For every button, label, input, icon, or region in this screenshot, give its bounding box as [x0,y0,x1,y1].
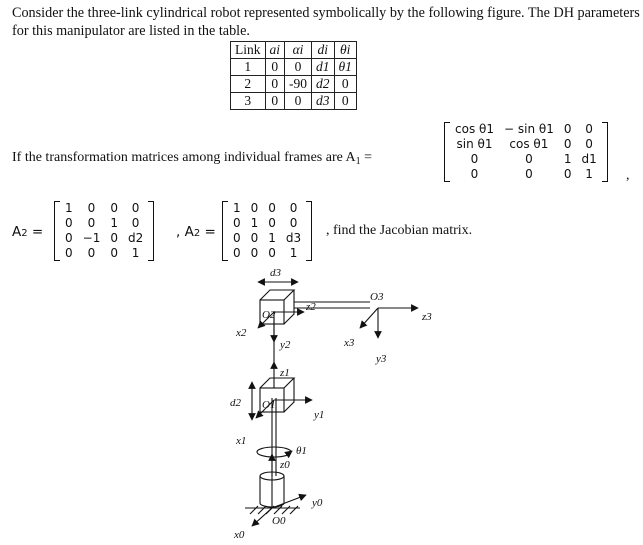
label-o0: O0 [272,515,286,527]
theta1-rotation [257,447,291,457]
matrix-cell: 0 [87,246,96,260]
a3-label: , A2 = [176,224,216,240]
a2-letter: A [12,224,22,240]
comma: , [626,168,630,183]
matrix-cell: 1 [233,201,241,215]
matrix-cell: 0 [268,216,276,230]
table-cell: d1 [312,59,335,76]
label-x1: x1 [236,435,247,447]
transform-sentence: If the transformation matrices among individual frames are $A_1$ = [12,150,373,167]
matrix-cell: 0 [87,201,96,215]
label-y1: y1 [314,409,325,421]
matrix-cell: − sin θ1 [503,122,554,136]
matrix-cell: 0 [110,201,118,215]
a2-subscript: 2 [21,228,28,239]
label-theta1: θ1 [296,445,307,457]
table-row [231,93,357,110]
matrix-cell: d1 [581,152,597,166]
matrix-cell: 1 [268,231,276,245]
table-cell: 0 [285,59,312,76]
matrix-cell: 0 [250,201,259,215]
matrix-cell: 1 [250,216,259,230]
matrix-cell: d2 [127,231,144,245]
matrix-cell: cos θ1 [509,137,549,151]
label-y0: y0 [312,497,323,509]
label-z3: z3 [422,311,432,323]
label-z0: z0 [280,459,290,471]
matrix-cell: 0 [563,137,572,151]
a2-label: A2 = [12,224,44,240]
table-cell: 0 [265,59,285,76]
table-cell: d2 [312,76,335,93]
matrix-a2 [54,201,154,261]
matrix-cell: 0 [250,246,259,260]
a3-letter: A [184,224,194,240]
matrix-a3 [222,201,312,261]
a1-subscript: 1 [355,156,361,167]
label-z1: z1 [280,367,290,379]
matrix-cell: 0 [525,152,533,166]
label-y3: y3 [376,353,387,365]
matrix-cell: 0 [131,216,140,230]
matrix-cell: 0 [65,231,73,245]
table-row [231,76,357,93]
label-o3: O3 [370,291,384,303]
matrix-cell: 0 [233,216,241,230]
table-header-theta: θi [334,42,356,59]
matrix-cell: −1 [82,231,101,245]
table-header-row [231,42,357,59]
matrix-cell: 0 [65,216,73,230]
label-d3: d3 [270,267,281,279]
matrix-cell: d3 [285,231,302,245]
matrix-cell: 0 [110,231,118,245]
table-cell: 0 [334,93,356,110]
matrix-cell: cos θ1 [455,122,494,136]
matrix-cell: 1 [289,246,298,260]
table-cell: 2 [231,76,266,93]
matrix-cell: 1 [585,167,593,181]
matrix-row [450,122,602,137]
matrix-row [228,216,306,231]
matrix-a1 [444,122,608,182]
matrix-cell: 0 [289,201,298,215]
a3-subscript: 2 [193,228,201,239]
jacobian-instruction: , find the Jacobian matrix. [326,223,473,238]
label-x0: x0 [234,529,245,541]
matrix-cell: 0 [525,167,533,181]
matrix-cell: 0 [585,137,593,151]
matrix-cell: 0 [563,167,572,181]
matrix-cell: 0 [268,246,276,260]
label-x2: x2 [236,327,247,339]
matrix-cell: 0 [268,201,276,215]
label-y2: y2 [280,339,291,351]
table-header-link: Link [231,42,266,59]
matrix-cell: 0 [233,246,241,260]
label-z2: z2 [306,301,316,313]
matrix-row [450,167,602,182]
table-cell: 1 [231,59,266,76]
label-o1: O1 [262,399,276,411]
problem-intro: Consider the three-link cylindrical robot represented symbolically by the following figure. The DH parameters for this manipulator are listed in the table. [12,5,640,39]
matrix-cell: 0 [65,246,73,260]
matrix-row [450,152,602,167]
matrix-cell: 0 [289,216,298,230]
table-cell: d3 [312,93,335,110]
table-cell: 0 [334,76,356,93]
cylindrical-robot-figure [200,258,450,543]
matrix-row [228,201,306,216]
label-o2: O2 [262,309,276,321]
matrix-cell: 0 [131,201,140,215]
table-header-d: di [312,42,335,59]
matrix-cell: 0 [110,246,118,260]
matrix-row [60,231,148,246]
matrix-cell: 1 [131,246,140,260]
table-header-alpha: αi [285,42,312,59]
matrix-cell: 1 [563,152,572,166]
table-row [231,59,357,76]
matrix-cell: sin θ1 [456,137,493,151]
matrix-row [450,137,602,152]
label-d2: d2 [230,397,241,409]
dh-parameter-table [230,41,357,110]
matrix-cell: 1 [65,201,73,215]
matrix-cell: 0 [563,122,572,136]
table-header-a: ai [265,42,285,59]
label-x3: x3 [344,337,355,349]
matrix-row [60,216,148,231]
matrix-cell: 0 [470,167,479,181]
table-cell: 0 [265,93,285,110]
matrix-row [228,231,306,246]
table-cell: 0 [285,93,312,110]
matrix-cell: 0 [470,152,479,166]
transform-text: If the transformation matrices among individual frames are A [12,150,356,165]
table-cell: θ1 [334,59,356,76]
table-cell: -90 [285,76,312,93]
matrix-cell: 0 [250,231,259,245]
matrix-cell: 1 [110,216,118,230]
matrix-cell: 0 [233,231,241,245]
matrix-cell: 0 [585,122,593,136]
table-cell: 3 [231,93,266,110]
table-cell: 0 [265,76,285,93]
matrix-row [60,246,148,261]
matrix-cell: 0 [87,216,96,230]
matrix-row [60,201,148,216]
